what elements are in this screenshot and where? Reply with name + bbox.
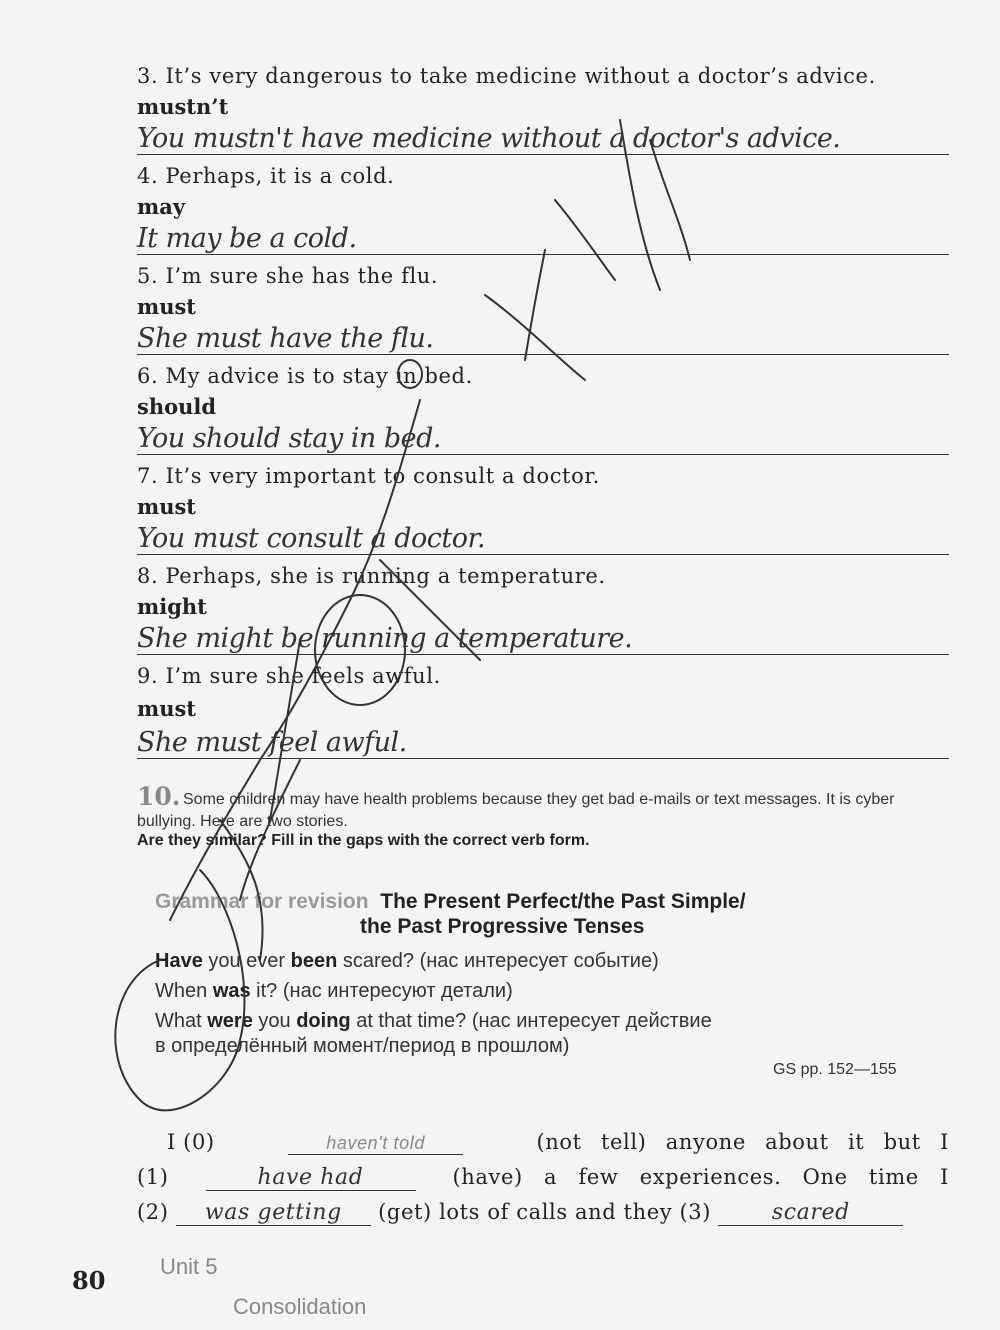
answer-line-4[interactable] bbox=[137, 224, 949, 255]
grammar-label: Grammar for revision bbox=[155, 890, 369, 913]
handwritten-answer-3: You mustn't have medicine without a doctor's advice. bbox=[137, 123, 841, 154]
modal-verb-5: must bbox=[137, 294, 197, 319]
answer-line-5[interactable] bbox=[137, 324, 949, 355]
modal-verb-6: should bbox=[137, 394, 217, 419]
story-line-3: (2) was getting (get) lots of calls and they (3) scared bbox=[137, 1200, 949, 1226]
handwritten-answer-5: She must have the flu. bbox=[137, 323, 434, 354]
exercise-10-text bbox=[137, 789, 949, 833]
answer-line-6[interactable] bbox=[137, 424, 949, 455]
exercise-prompt-9: 9. I’m sure she feels awful. bbox=[137, 664, 441, 688]
handwritten-answer-9: She must feel awful. bbox=[137, 727, 407, 758]
exercise-prompt-4: 4. Perhaps, it is a cold. bbox=[137, 164, 395, 188]
section-label: Consolidation bbox=[233, 1294, 367, 1319]
grammar-example-2: When was it? (нас интересуют детали) bbox=[155, 980, 513, 1002]
exercise-10-body: Some children may have health problems because they get bad e-mails or text messages. It is cyber bullying. Here are two stories. bbox=[137, 791, 895, 830]
modal-verb-8: might bbox=[137, 594, 207, 619]
exercise-prompt-8: 8. Perhaps, she is running a temperature. bbox=[137, 564, 606, 588]
gap-1[interactable]: have had bbox=[206, 1165, 416, 1191]
story-line-1: I (0) haven't told (not tell) anyone about it but I bbox=[167, 1130, 949, 1154]
modal-verb-4: may bbox=[137, 194, 186, 219]
gap-0[interactable]: haven't told bbox=[288, 1130, 463, 1155]
gap-3[interactable]: scared bbox=[718, 1200, 903, 1226]
page-number: 80 bbox=[72, 1266, 106, 1295]
exercise-prompt-3: 3. It’s very dangerous to take medicine without a doctor’s advice. bbox=[137, 64, 876, 88]
grammar-reference: GS pp. 152—155 bbox=[773, 1061, 897, 1078]
modal-verb-7: must bbox=[137, 494, 197, 519]
grammar-example-3: What were you doing at that time? (нас интересует действие bbox=[155, 1010, 712, 1032]
handwritten-answer-8: She might be running a temperature. bbox=[137, 623, 633, 654]
gap-2[interactable]: was getting bbox=[176, 1200, 371, 1226]
story-line-2: (1) have had (have) a few experiences. One time I bbox=[137, 1165, 949, 1190]
pen-stroke-cross bbox=[270, 560, 480, 820]
unit-label: Unit 5 bbox=[160, 1254, 218, 1279]
answer-line-8[interactable] bbox=[137, 624, 949, 655]
handwritten-answer-6: You should stay in bed. bbox=[137, 423, 441, 454]
answer-line-3[interactable] bbox=[137, 124, 949, 155]
handwritten-answer-4: It may be a cold. bbox=[137, 223, 357, 254]
grammar-heading bbox=[155, 890, 746, 914]
grammar-example-1: Have you ever been scared? (нас интересует событие) bbox=[155, 950, 659, 972]
grammar-title-line1: The Present Perfect/the Past Simple/ bbox=[380, 890, 746, 913]
exercise-prompt-5: 5. I’m sure she has the flu. bbox=[137, 264, 439, 288]
handwritten-answer-7: You must consult a doctor. bbox=[137, 523, 486, 554]
modal-verb-3: mustn’t bbox=[137, 94, 229, 119]
exercise-10-number: 10. bbox=[137, 782, 181, 811]
exercise-prompt-7: 7. It’s very important to consult a doctor. bbox=[137, 464, 600, 488]
grammar-example-3-cont: в определённый момент/период в прошлом) bbox=[155, 1035, 570, 1057]
answer-line-9[interactable] bbox=[137, 728, 949, 759]
exercise-prompt-6: 6. My advice is to stay in bed. bbox=[137, 364, 473, 388]
modal-verb-9: must bbox=[137, 696, 197, 721]
answer-line-7[interactable] bbox=[137, 524, 949, 555]
grammar-title-line2: the Past Progressive Tenses bbox=[360, 915, 645, 938]
exercise-10-instruction: Are they similar? Fill in the gaps with the correct verb form. bbox=[137, 832, 590, 849]
